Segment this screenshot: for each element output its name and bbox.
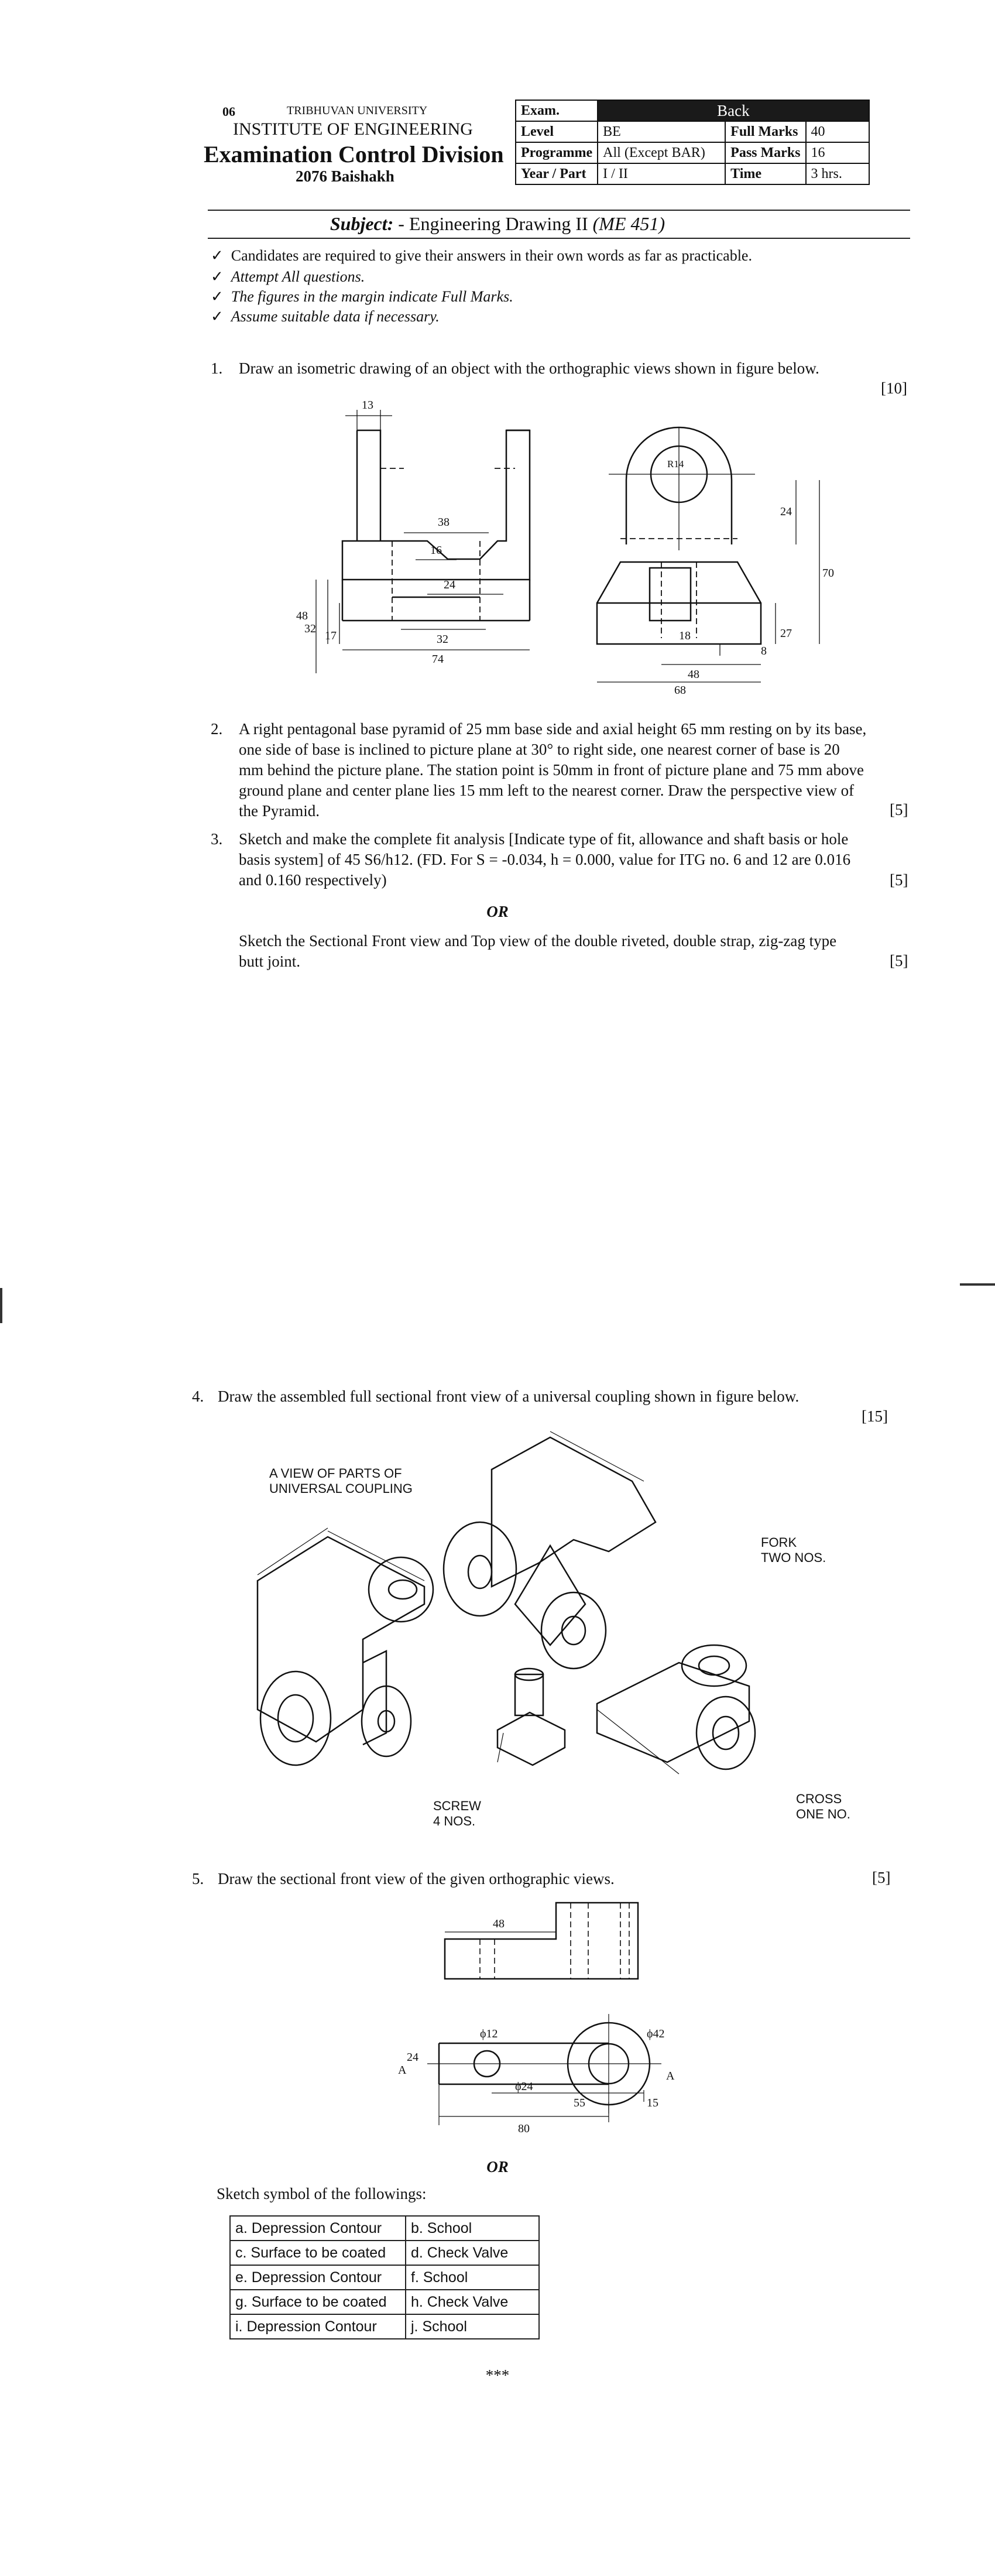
instruction-text: Candidates are required to give their answers in their own words as far as practicable. [231, 247, 752, 264]
q5-alt-text: Sketch symbol of the followings: [217, 2185, 427, 2202]
dim-32-bottom: 32 [437, 633, 448, 646]
exam-info-table [515, 100, 870, 185]
q2-text: A right pentagonal base pyramid of 25 mm base side and axial height 65 mm resting on by its base, one side of base is inclined to picture plane at 30° to right side, one nearest corner of base is 20 mm behind the picture plane. The station point is 50mm in front of picture plane and 75 mm above ground plane and center plane lies 15 mm left to the nearest corner. Draw the perspective view of the Pyramid. [239, 720, 867, 820]
q5-marks: [5] [872, 1869, 891, 1886]
q3-number: 3. [211, 830, 223, 848]
check-icon: ✓ [211, 247, 224, 264]
dim-24-side: 24 [780, 505, 792, 518]
dim-16: 16 [430, 544, 442, 557]
dim-74: 74 [432, 653, 444, 666]
exam-label: Exam. [516, 100, 598, 121]
level-value: BE [598, 121, 725, 142]
year-part-value: I / II [598, 163, 725, 184]
instruction-3 [211, 288, 513, 306]
end-mark: *** [485, 2366, 510, 2384]
symbol-cell: g. Surface to be coated [230, 2290, 406, 2314]
fork-right-eye [541, 1592, 606, 1669]
fork-label-line2: TWO NOS. [761, 1550, 826, 1565]
q5-dim-55: 55 [574, 2097, 585, 2109]
year-part-label: Year / Part [516, 163, 598, 184]
table-row [230, 2314, 539, 2339]
exam-value: Back [598, 100, 869, 121]
symbol-cell: h. Check Valve [406, 2290, 539, 2314]
table-row [230, 2216, 539, 2241]
check-icon: ✓ [211, 288, 224, 305]
division-name: Examination Control Division [204, 141, 504, 167]
table-row [230, 2265, 539, 2290]
q5-number: 5. [192, 1870, 204, 1888]
subject-label: Subject: [330, 213, 394, 234]
q3-text: Sketch and make the complete fit analysis [Indicate type of fit, allowance and shaft basis or hole basis system] of 45 S6/h12. (FD. For S = -0.034, h = 0.000, value for ITG no. 6 and 12 are 0.016 and 0.160 respectively) [239, 830, 851, 889]
universal-coupling-figure [246, 1429, 860, 1838]
dim-48-side: 48 [688, 668, 699, 681]
coupling-left-flange [260, 1671, 331, 1765]
front-view-outline [342, 430, 530, 580]
full-marks-value: 40 [806, 121, 869, 142]
q5-dim-phi24: ϕ24 [515, 2080, 533, 2093]
q2-number: 2. [211, 720, 223, 738]
check-icon: ✓ [211, 268, 224, 285]
pass-marks-label: Pass Marks [725, 142, 805, 163]
instruction-2 [211, 268, 365, 286]
dim-27: 27 [780, 627, 792, 640]
q4-number: 4. [192, 1388, 204, 1405]
q5-section-a-left: A [398, 2064, 407, 2077]
fig4-title-line2: UNIVERSAL COUPLING [269, 1481, 413, 1496]
header-rule-top [208, 210, 910, 211]
symbol-cell: d. Check Valve [406, 2241, 539, 2265]
programme-value: All (Except BAR) [598, 142, 725, 163]
dim-8: 8 [761, 645, 767, 657]
q5-dim-phi12: ϕ12 [480, 2027, 498, 2040]
symbol-cell: f. School [406, 2265, 539, 2290]
front-left-arm [357, 430, 380, 541]
q5-text: Draw the sectional front view of the given orthographic views. [218, 1870, 615, 1888]
full-marks-label: Full Marks [725, 121, 805, 142]
symbol-cell: c. Surface to be coated [230, 2241, 406, 2265]
check-icon: ✓ [211, 308, 224, 325]
q5-dim-80: 80 [518, 2122, 530, 2135]
cross-label-line1: CROSS [796, 1791, 842, 1806]
dim-13: 13 [362, 399, 373, 412]
q3-alt-text: Sketch the Sectional Front view and Top view of the double riveted, double strap, zig-zag type butt joint. [239, 932, 837, 970]
coupling-left-bore [278, 1695, 313, 1742]
instruction-text: The figures in the margin indicate Full Marks. [231, 288, 513, 305]
coupling-left-boss [369, 1557, 433, 1622]
subject-line [0, 213, 995, 235]
screw-label-line2: 4 NOS. [433, 1814, 476, 1828]
instruction-4 [211, 308, 440, 326]
dim-17: 17 [325, 629, 337, 642]
coupling-left-hole [389, 1580, 417, 1599]
q1-marks: [10] [881, 379, 907, 397]
q1-orthographic-figure [258, 398, 855, 708]
symbol-cell: j. School [406, 2314, 539, 2339]
dim-r14: R14 [667, 458, 684, 470]
table-row [230, 2290, 539, 2314]
fig4-title-line1: A VIEW OF PARTS OF [269, 1466, 402, 1481]
university-name: TRIBHUVAN UNIVERSITY [287, 104, 428, 117]
header-rule-bottom [208, 238, 910, 239]
q3-marks: [5] [890, 871, 908, 889]
q5-or: OR [486, 2158, 509, 2176]
cross-label-line2: ONE NO. [796, 1807, 850, 1821]
exam-year: 2076 Baishakh [296, 167, 394, 185]
cross-body [597, 1663, 749, 1762]
dim-32-left: 32 [304, 622, 316, 635]
q5-orthographic-figure [386, 1891, 691, 2149]
programme-label: Programme [516, 142, 598, 163]
screw-head [498, 1712, 565, 1765]
fork-web [515, 1546, 585, 1645]
screw-label-line1: SCREW [433, 1799, 481, 1813]
scan-edge-right [960, 1283, 995, 1286]
dim-24-front: 24 [444, 578, 455, 591]
q3-alt-marks: [5] [890, 952, 908, 970]
symbols-table [229, 2215, 540, 2339]
fork-left-eye [444, 1522, 516, 1616]
cross-top-boss [682, 1645, 746, 1686]
dim-48-left: 48 [296, 609, 308, 622]
q1-text: Draw an isometric drawing of an object with the orthographic views shown in figure below. [239, 359, 819, 377]
q4-marks: [15] [862, 1407, 888, 1425]
symbol-cell: b. School [406, 2216, 539, 2241]
q4-text: Draw the assembled full sectional front view of a universal coupling shown in figure below. [218, 1388, 800, 1405]
subject-name: - Engineering Drawing II [398, 213, 588, 234]
instruction-1 [211, 247, 752, 265]
time-label: Time [725, 163, 805, 184]
q5-dim-phi42: ϕ42 [647, 2027, 665, 2040]
symbol-cell: i. Depression Contour [230, 2314, 406, 2339]
q5-dim-48: 48 [493, 1917, 505, 1930]
q2-marks: [5] [890, 801, 908, 818]
q5-section-a-right: A [666, 2070, 675, 2082]
instruction-text: Attempt All questions. [231, 268, 365, 285]
dim-38: 38 [438, 516, 450, 529]
dim-18: 18 [679, 629, 691, 642]
symbol-cell: a. Depression Contour [230, 2216, 406, 2241]
q5-front-view [445, 1903, 638, 1979]
time-value: 3 hrs. [806, 163, 869, 184]
instruction-text: Assume suitable data if necessary. [231, 308, 440, 325]
q3-or: OR [486, 903, 509, 920]
symbol-cell: e. Depression Contour [230, 2265, 406, 2290]
side-view-slot [650, 568, 691, 621]
institute-name: INSTITUTE OF ENGINEERING [233, 119, 473, 139]
table-row [230, 2241, 539, 2265]
q1-number: 1. [211, 359, 223, 377]
paper-code: 06 [222, 104, 235, 119]
subject-code: (ME 451) [592, 213, 665, 234]
dim-70: 70 [822, 567, 834, 580]
pass-marks-value: 16 [806, 142, 869, 163]
dim-68: 68 [674, 684, 686, 697]
level-label: Level [516, 121, 598, 142]
scan-edge-left [0, 1288, 2, 1323]
q5-dim-24: 24 [407, 2051, 418, 2064]
fork-label-line1: FORK [761, 1535, 797, 1550]
q5-dim-15: 15 [647, 2097, 658, 2109]
